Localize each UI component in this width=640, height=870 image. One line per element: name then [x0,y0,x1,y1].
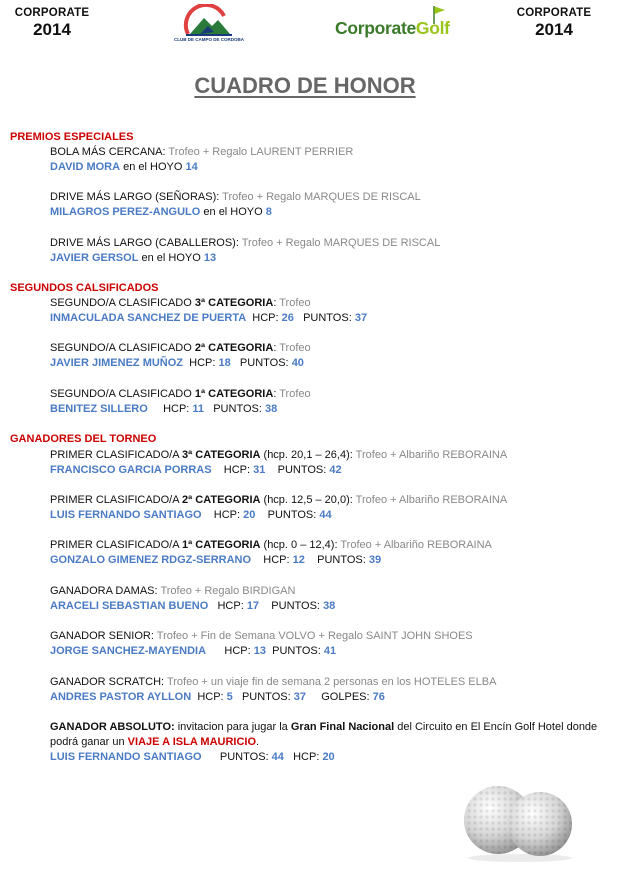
award-prize: Trofeo + Regalo BIRDIGAN [160,585,296,597]
hcp-label: HCP: [197,691,227,703]
section-heading-ganadores: GANADORES DEL TORNEO [10,433,157,445]
winner-line [50,464,342,476]
puntos-value: 44 [271,751,284,763]
hcp-value: 13 [253,645,266,657]
club-logo-caption: CLUB DE CAMPO DE CORDOBA [174,37,245,42]
award-label: PRIMER CLASIFICADO/A [50,539,183,551]
puntos-value: 38 [264,403,278,415]
award-prize: Trofeo [279,342,311,354]
hoyo-value: 8 [265,206,272,218]
puntos-label: PUNTOS: [277,464,330,476]
award-label: PRIMER CLASIFICADO/A [50,494,183,506]
award-line [50,342,311,354]
puntos-value: 40 [291,357,304,369]
award-label: DRIVE MÁS LARGO (SEÑORAS): [50,191,223,203]
puntos-value: 39 [368,554,382,566]
golf-balls-icon [460,778,580,863]
winner-line [50,509,332,521]
puntos-label: PUNTOS: [303,312,355,324]
hcp-value: 20 [322,751,335,763]
brand-part1: Corporate [335,18,416,38]
winner-name: DAVID MORA [50,161,121,173]
award-prize: Trofeo [279,388,311,400]
hcp-label: HCP: [189,357,219,369]
puntos-label: PUNTOS: [241,691,294,703]
colon: : [273,342,280,354]
award-line [50,297,311,309]
hcp-label: HCP: [223,464,254,476]
award-label: DRIVE MÁS LARGO (CABALLEROS): [50,237,242,249]
hcp-range: (hcp. 0 – 12,4): [260,539,341,551]
header-corporate-word: CORPORATE [516,7,592,19]
award-line-scratch [50,676,496,688]
puntos-value: 44 [319,509,332,521]
winner-line [50,751,335,763]
hcp-value: 18 [218,357,231,369]
header-year: 2014 [535,19,573,39]
puntos-label: PUNTOS: [267,509,320,521]
award-label: SEGUNDO/A CLASIFICADO [50,388,195,400]
winner-name: ANDRES PASTOR AYLLON [50,691,192,703]
hcp-label: HCP: [213,509,244,521]
hcp-value: 26 [281,312,294,324]
award-line [50,237,440,249]
header-corporate-left [2,8,102,38]
puntos-value: 41 [323,645,337,657]
award-label: GANADOR SENIOR: [50,630,157,642]
header-year: 2014 [33,19,71,39]
hoyo-value: 13 [203,252,217,264]
puntos-label: PUNTOS: [272,645,324,657]
winner-name: FRANCISCO GARCIA PORRAS [50,464,212,476]
winner-name: GONZALO GIMENEZ RDGZ-SERRANO [50,554,252,566]
golpes-label: GOLPES: [321,691,373,703]
header-corporate-right [504,8,604,38]
winner-name: BENITEZ SILLERO [50,403,148,415]
winner-line [50,357,304,369]
award-prize: Trofeo + Regalo MARQUES DE RISCAL [241,237,441,249]
award-prize: Trofeo + un viaje fin de semana 2 personas en los HOTELES ELBA [166,676,497,688]
award-label: PRIMER CLASIFICADO/A [50,449,183,461]
award-line-damas [50,585,295,597]
hcp-value: 12 [292,554,305,566]
absoluto-line-2 [50,736,259,748]
hoyo-label: en el HOYO [200,206,266,218]
category-label: 3ª CATEGORIA [194,297,274,309]
absoluto-label: GANADOR ABSOLUTO: [50,721,175,733]
puntos-value: 37 [293,691,306,703]
hcp-value: 31 [253,464,266,476]
winner-name: JORGE SANCHEZ-MAYENDIA [50,645,207,657]
award-label: BOLA MÁS CERCANA: [50,146,169,158]
section-heading-premios: PREMIOS ESPECIALES [10,131,134,143]
hcp-value: 17 [246,600,260,612]
award-line [50,494,507,506]
winner-name: JAVIER GERSOL [50,252,139,264]
puntos-label: PUNTOS: [219,751,272,763]
award-label: SEGUNDO/A CLASIFICADO [50,297,195,309]
award-line [50,539,492,551]
puntos-value: 37 [354,312,368,324]
winner-name: LUIS FERNANDO SANTIAGO [50,751,202,763]
hcp-label: HCP: [224,645,254,657]
category-label: 2ª CATEGORIA [194,342,274,354]
hcp-value: 11 [192,403,205,415]
winner-line [50,691,385,703]
puntos-label: PUNTOS: [213,403,265,415]
winner-line [50,645,336,657]
page-title: CUADRO DE HONOR [194,73,416,98]
award-prize: Trofeo + Albariño REBORAINA [340,539,492,551]
header-corporate-word: CORPORATE [14,7,90,19]
award-line [50,388,311,400]
hoyo-label: en el HOYO [120,161,186,173]
puntos-label: PUNTOS: [239,357,292,369]
absoluto-text: del Circuito en El Encín Golf Hotel donde [394,721,598,733]
winner-line [50,252,216,264]
hoyo-label: en el HOYO [138,252,204,264]
gran-final-text: Gran Final Nacional [290,721,395,733]
award-prize: Trofeo + Regalo LAURENT PERRIER [168,146,354,158]
hcp-label: HCP: [163,403,193,415]
winner-line [50,206,272,218]
hcp-range: (hcp. 20,1 – 26,4): [260,449,356,461]
puntos-value: 42 [329,464,342,476]
winner-line [50,403,277,415]
hcp-range: (hcp. 12,5 – 20,0): [260,494,356,506]
puntos-label: PUNTOS: [271,600,324,612]
winner-name: JAVIER JIMENEZ MUÑOZ [50,357,184,369]
award-prize: Trofeo + Albariño REBORAINA [355,494,508,506]
award-line [50,449,507,461]
absoluto-text: podrá ganar un [50,736,128,748]
category-label: 1ª CATEGORIA [182,539,261,551]
award-prize: Trofeo + Regalo MARQUES DE RISCAL [222,191,421,203]
winner-name: INMACULADA SANCHEZ DE PUERTA [50,312,247,324]
award-line [50,146,353,158]
brand-part2: Golf [415,18,450,38]
hcp-label: HCP: [263,554,293,566]
award-line-senior [50,630,473,642]
hcp-label: HCP: [217,600,247,612]
award-label: GANADOR SCRATCH: [50,676,167,688]
golf-flag-icon [431,5,447,25]
award-prize: Trofeo + Albariño REBORAINA [355,449,508,461]
golpes-value: 76 [372,691,385,703]
club-logo [174,4,245,44]
section-heading-segundos: SEGUNDOS CALSIFICADOS [10,282,159,294]
category-label: 2ª CATEGORIA [182,494,261,506]
winner-name: LUIS FERNANDO SANTIAGO [50,509,202,521]
winner-line [50,312,367,324]
award-prize: Trofeo [279,297,311,309]
winner-name: MILAGROS PEREZ-ANGULO [50,206,201,218]
award-prize: Trofeo + Fin de Semana VOLVO + Regalo SAINT JOHN SHOES [156,630,473,642]
winner-name: ARACELI SEBASTIAN BUENO [50,600,209,612]
hcp-value: 5 [226,691,233,703]
club-logo-icon [174,4,242,38]
category-label: 3ª CATEGORIA [182,449,261,461]
winner-line [50,554,381,566]
colon: : [273,297,280,309]
hcp-label: HCP: [252,312,282,324]
colon: : [273,388,280,400]
winner-line [50,161,198,173]
puntos-value: 38 [323,600,336,612]
award-line [50,191,421,203]
absoluto-line-1 [50,721,597,733]
award-label: GANADORA DAMAS: [50,585,161,597]
viaje-text: VIAJE A ISLA MAURICIO [127,736,257,748]
absoluto-text: invitacion para jugar la [174,721,291,733]
hoyo-value: 14 [185,161,198,173]
award-label: SEGUNDO/A CLASIFICADO [50,342,195,354]
hcp-label: HCP: [293,751,323,763]
absoluto-dot: . [256,736,260,748]
winner-line [50,600,335,612]
puntos-label: PUNTOS: [317,554,369,566]
hcp-value: 20 [243,509,256,521]
category-label: 1ª CATEGORIA [194,388,274,400]
